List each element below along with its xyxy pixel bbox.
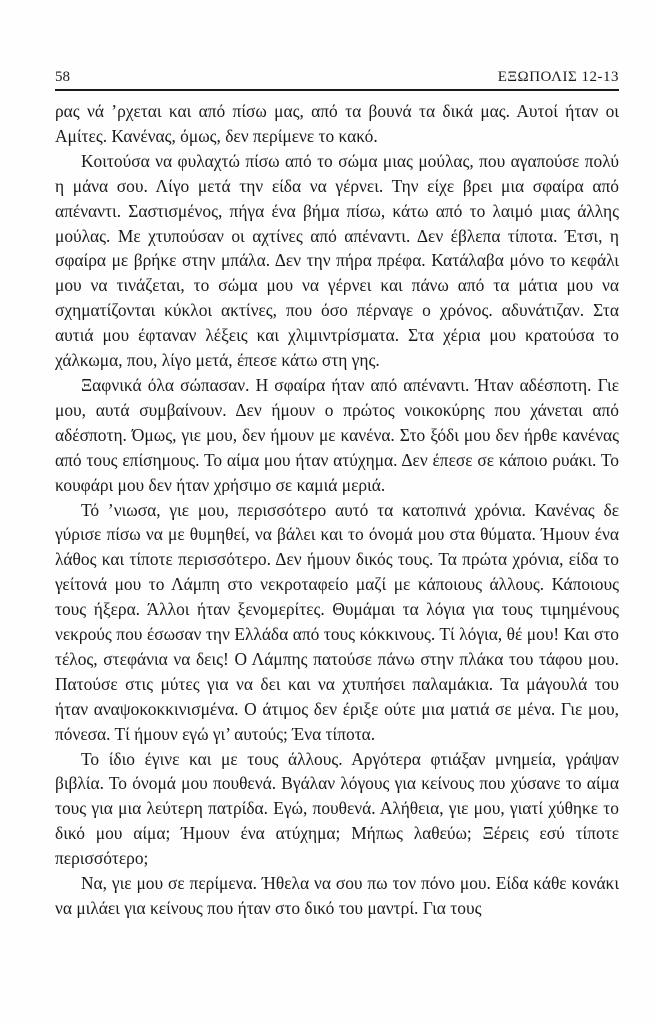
page-number: 58 (55, 69, 70, 85)
paragraph-5: Το ίδιο έγινε και με τους άλλους. Αργότερα φτιάξαν μνημεία, γράψαν βιβλία. Το όνομά μου πουθενά. Βγάλαν λόγους για κείνους που χύσανε το αίμα τους για μια λεύτερη πατρίδα. Εγώ, πουθενά. Αλήθεια, γιε μου, γιατί χύθηκε το δικό μου αίμα; Ήμουν ένα ατύχημα; Μήπως λαθεύω; Ξέρεις εσύ τίποτε περισσότερο; (55, 748, 619, 869)
paragraph-2: Κοιτούσα να φυλαχτώ πίσω από το σώμα μιας μούλας, που αγαπούσε πολύ η μάνα σου. Λίγο μετά την είδα να γέρνει. Την είχε βρει μια σφαίρα από απέναντι. Σαστισμένος, πήγα ένα βήμα πίσω, κάτω από το λαιμό μιας άλλης μούλας. Με χτυπούσαν οι αχτίνες από απέναντι. Δεν έβλεπα τίποτα. Έτσι, η σφαίρα με βρήκε στην μπάλα. Δεν την πήρα πρέφα. Κατάλαβα μόνο το κεφάλι μου να τινάζεται, το σώμα μου να γέρνει και πάνω από τα μάτια μου να σχηματίζονται κύκλοι ακτίνες, που όσο πέρναγε ο χρόνος. αδυνάτιζαν. Στα αυτιά μου έφταναν λέξεις και χλιμιντρίσματα. Στα χέρια μου κρατούσα το χάλκωμα, που, λίγο μετά, έπεσε κάτω στη γης. (55, 150, 619, 371)
body-text (55, 99, 619, 921)
running-header (55, 62, 619, 91)
paragraph-6: Να, γιε μου σε περίμενα. Ήθελα να σου πω τον πόνο μου. Είδα κάθε κονάκι να μιλάει για κείνους που ήταν στο δικό του μαντρί. Για τους (55, 873, 619, 918)
running-title: ΕΞΩΠΟΛΙΣ 12-13 (497, 69, 619, 85)
paragraph-1: ρας νά ’ρχεται και από πίσω μας, από τα βουνά τα δικά μας. Αυτοί ήταν οι Αμίτες. Κανένας, όμως, δεν περίμενε το κακό. (55, 101, 619, 146)
paragraph-4: Τό ’νιωσα, γιε μου, περισσότερο αυτό τα κατοπινά χρόνια. Κανένας δε γύρισε πίσω να με θυμηθεί, να βάλει και το όνομά μου στα θύματα. Ήμουν ένα λάθος και τίποτε περισσότερο. Δεν ήμουν δικός τους. Τα πρώτα χρόνια, είδα το γείτονά μου το Λάμπη στο νεκροταφείο μαζί με κάποιους άλλους. Κάποιους τους ήξερα. Άλλοι ήταν ξενομερίτες. Θυμάμαι τα λόγια για τους τιμημένους νεκρούς που έσωσαν την Ελλάδα από τους κόκκινους. Τί λόγια, θέ μου! Και στο τέλος, στεφάνια να δεις! Ο Λάμπης πατούσε πάνω στην πλάκα του τάφου μου. Πατούσε στις μύτες για να δει και να χτυπήσει παλαμάκια. Τα μάγουλά του ήταν αναψοκοκκινισμένα. Ο άτιμος δεν έριξε ούτε μια ματιά σε μένα. Γιε μου, πόνεσα. Τί ήμουν εγώ γι’ αυτούς; Ένα τίποτα. (55, 499, 619, 744)
paragraph-3: Ξαφνικά όλα σώπασαν. Η σφαίρα ήταν από απέναντι. Ήταν αδέσποτη. Γιε μου, αυτά συμβαίνουν. Δεν ήμουν ο πρώτος νοικοκύρης που χάνεται από αδέσποτη. Όμως, γιε μου, δεν ήμουν με κανένα. Στο ξόδι μου δεν ήρθε κανένας από τους επίσημους. Το αίμα μου ήταν ατύχημα. Δεν έπεσε σε κάποιο ρυάκι. Το κουφάρι μου δεν ήταν χρήσιμο σε καμιά μεριά. (55, 374, 619, 495)
